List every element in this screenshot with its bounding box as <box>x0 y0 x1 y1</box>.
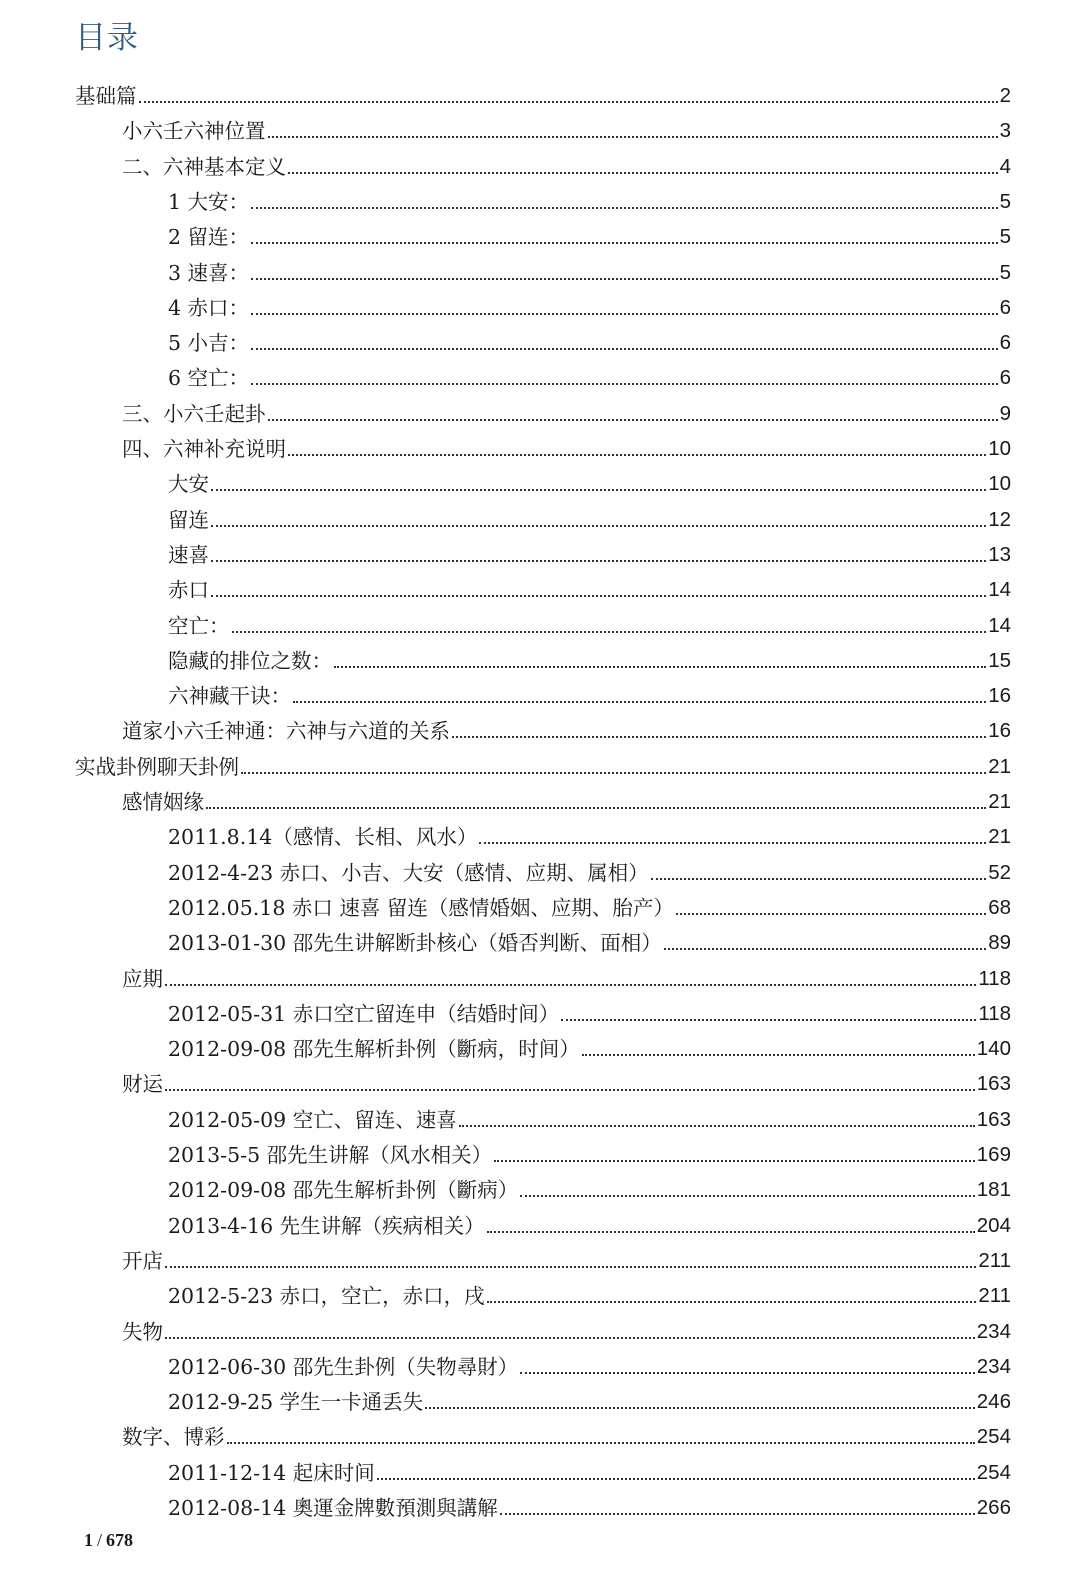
toc-dot-leader <box>500 1513 975 1515</box>
toc-entry-title: 2012-05-09 空亡、留连、速喜 <box>168 1107 457 1132</box>
toc-entry[interactable] <box>122 392 1011 427</box>
toc-dot-leader <box>520 1372 975 1374</box>
toc-entry-title: 大安 <box>168 472 209 497</box>
toc-dot-leader <box>664 948 986 950</box>
toc-entry[interactable] <box>168 533 1011 568</box>
toc-entry-page: 6 <box>999 331 1011 355</box>
toc-entry-page: 254 <box>976 1425 1011 1449</box>
toc-entry-title: 道家小六壬神通：六神与六道的关系 <box>122 719 450 744</box>
toc-dot-leader <box>494 1160 975 1162</box>
toc-entry-title: 2012.05.18 赤口 速喜 留连（感情婚姻、应期、胎产） <box>168 895 674 920</box>
toc-entry-title: 实战卦例聊天卦例 <box>75 754 239 779</box>
toc-entry-page: 21 <box>988 790 1011 813</box>
toc-entry-page: 14 <box>988 613 1011 637</box>
toc-entry[interactable] <box>168 886 1011 921</box>
toc-entry[interactable] <box>168 815 1011 850</box>
toc-entry[interactable] <box>168 604 1011 639</box>
toc-entry-title: 2012-08-14 奧運金牌數預測與講解 <box>168 1496 498 1520</box>
toc-entry-page: 234 <box>976 1319 1011 1343</box>
toc-entry[interactable] <box>122 427 1011 462</box>
toc-entry[interactable] <box>122 709 1011 744</box>
toc-entry[interactable] <box>168 1133 1011 1168</box>
toc-dot-leader <box>268 136 998 138</box>
toc-entry[interactable] <box>168 1027 1011 1062</box>
toc-entry[interactable] <box>168 1380 1011 1415</box>
toc-entry-page: 140 <box>976 1037 1011 1061</box>
toc-entry-title: 隐藏的排位之数： <box>168 648 332 673</box>
toc-entry-page: 246 <box>976 1390 1011 1414</box>
toc-entry[interactable] <box>168 251 1011 286</box>
toc-entry-title: 感情姻缘 <box>122 790 204 814</box>
toc-dot-leader <box>651 878 987 880</box>
toc-dot-leader <box>487 1301 977 1303</box>
toc-entry-page: 4 <box>999 154 1011 178</box>
toc-entry-title: 六神藏干诀： <box>168 684 291 709</box>
toc-dot-leader <box>425 1407 975 1409</box>
toc-dot-leader <box>251 313 998 315</box>
toc-dot-leader <box>251 383 998 385</box>
toc-dot-leader <box>211 525 986 527</box>
toc-entry-title: 2012-06-30 邵先生卦例（失物尋財） <box>168 1354 519 1379</box>
toc-dot-leader <box>377 1478 975 1480</box>
toc-dot-leader <box>139 101 998 103</box>
toc-entry-page: 266 <box>976 1496 1011 1519</box>
toc-entry-title: 2011-12-14 起床时间 <box>168 1460 375 1485</box>
toc-dot-leader <box>165 1266 976 1268</box>
toc-entry-title: 3 速喜： <box>168 260 250 285</box>
toc-entry-title: 1 大安： <box>168 189 250 214</box>
toc-entry-title: 2 留连： <box>168 225 250 250</box>
toc-dot-leader <box>676 913 986 915</box>
toc-dot-leader <box>520 1195 975 1197</box>
toc-entry[interactable] <box>168 498 1011 533</box>
toc-dot-leader <box>211 560 986 562</box>
toc-dot-leader <box>165 1089 975 1091</box>
toc-entry-page: 169 <box>976 1143 1011 1166</box>
toc-entry[interactable] <box>168 1486 1011 1521</box>
toc-entry-page: 15 <box>988 648 1011 672</box>
toc-entry-title: 2012-05-31 赤口空亡留连申（结婚时间） <box>168 1001 560 1026</box>
toc-entry-title: 失物 <box>122 1319 163 1344</box>
toc-dot-leader <box>334 666 986 668</box>
toc-entry-page: 5 <box>999 260 1011 284</box>
toc-entry-page: 3 <box>999 119 1011 143</box>
toc-entry[interactable] <box>168 356 1011 391</box>
toc-entry-page: 9 <box>999 401 1011 425</box>
toc-dot-leader <box>232 631 987 633</box>
toc-entry-page: 10 <box>988 472 1011 496</box>
toc-entry-title: 留连 <box>168 507 209 532</box>
toc-entry-page: 163 <box>976 1072 1011 1096</box>
toc-entry-page: 21 <box>988 825 1011 849</box>
toc-entry[interactable] <box>122 145 1011 180</box>
toc-entry[interactable] <box>168 215 1011 250</box>
toc-entry-page: 118 <box>978 1001 1011 1025</box>
toc-entry-page: 5 <box>999 189 1011 213</box>
toc-dot-leader <box>251 207 998 209</box>
toc-entry-title: 4 赤口： <box>168 295 250 320</box>
toc-entry[interactable] <box>168 462 1011 497</box>
toc-entry[interactable] <box>168 321 1011 356</box>
toc-entry-page: 16 <box>988 719 1011 743</box>
toc-entry[interactable] <box>168 674 1011 709</box>
toc-dot-leader <box>459 1125 975 1127</box>
toc-entry-title: 2012-09-08 邵先生解析卦例（斷病） <box>168 1178 519 1203</box>
toc-entry-title: 开店 <box>122 1248 163 1273</box>
toc-entry-title: 2012-9-25 学生一卡通丢失 <box>168 1390 424 1415</box>
toc-entry[interactable] <box>75 745 1011 780</box>
toc-entry-page: 52 <box>988 860 1011 884</box>
toc-entry[interactable] <box>168 1204 1011 1239</box>
toc-dot-leader <box>582 1054 975 1056</box>
toc-entry-page: 5 <box>999 225 1011 249</box>
toc-entry-title: 2012-4-23 赤口、小吉、大安（感情、应期、属相） <box>168 860 649 885</box>
toc-entry-page: 211 <box>978 1248 1011 1272</box>
toc-dot-leader <box>211 595 986 597</box>
toc-dot-leader <box>251 348 998 350</box>
toc-entry[interactable] <box>168 851 1011 886</box>
toc-entry-page: 13 <box>988 542 1011 566</box>
toc-entry-page: 16 <box>988 684 1011 708</box>
toc-entry-title: 应期 <box>122 966 163 991</box>
toc-entry-page: 10 <box>988 437 1011 460</box>
toc-entry-title: 基础篇 <box>75 84 137 108</box>
toc-entry-title: 2012-5-23 赤口，空亡，赤口，戌 <box>168 1284 485 1309</box>
toc-entry-page: 234 <box>976 1354 1011 1378</box>
toc-entry-title: 2012-09-08 邵先生解析卦例（斷病，时间） <box>168 1037 580 1062</box>
toc-dot-leader <box>268 419 998 421</box>
current-page: 1 <box>84 1530 93 1550</box>
toc-entry-page: 6 <box>999 295 1011 319</box>
toc-entry-title: 数字、博彩 <box>122 1425 225 1450</box>
toc-entry-title: 三、小六壬起卦 <box>122 401 266 426</box>
toc-entry[interactable] <box>122 780 1011 815</box>
toc-entry[interactable] <box>168 1098 1011 1133</box>
toc-entry-title: 2011.8.14（感情、长相、风水） <box>168 825 478 850</box>
toc-entry[interactable] <box>122 1310 1011 1345</box>
toc-entry-page: 89 <box>988 931 1011 955</box>
toc-dot-leader <box>165 984 976 986</box>
toc-dot-leader <box>452 736 986 738</box>
toc-entry-title: 四、六神补充说明 <box>122 437 286 461</box>
toc-entry[interactable] <box>122 109 1011 144</box>
toc-entry[interactable] <box>168 180 1011 215</box>
toc-dot-leader <box>251 242 998 244</box>
toc-dot-leader <box>293 701 986 703</box>
toc-entry[interactable] <box>122 1415 1011 1450</box>
toc-dot-leader <box>561 1019 976 1021</box>
toc-entry[interactable] <box>168 1451 1011 1486</box>
toc-entry[interactable] <box>168 921 1011 956</box>
toc-entry[interactable] <box>122 957 1011 992</box>
toc-entry-title: 2013-5-5 邵先生讲解（风水相关） <box>168 1143 493 1167</box>
toc-dot-leader <box>288 172 998 174</box>
toc-entry-page: 6 <box>999 366 1011 390</box>
toc-entry[interactable] <box>168 568 1011 603</box>
toc-dot-leader <box>487 1231 975 1233</box>
toc-entry-page: 254 <box>976 1460 1011 1484</box>
toc-dot-leader <box>479 842 986 844</box>
toc-dot-leader <box>206 807 986 809</box>
toc-entry-title: 赤口 <box>168 578 209 603</box>
page-separator: / <box>97 1530 103 1550</box>
toc-entry[interactable] <box>168 1345 1011 1380</box>
toc-entry-page: 204 <box>976 1213 1011 1237</box>
total-pages: 678 <box>106 1530 134 1550</box>
toc-entry-title: 二、六神基本定义 <box>122 154 286 179</box>
toc-entry[interactable] <box>168 286 1011 321</box>
toc-entry-page: 118 <box>978 966 1011 990</box>
toc-entry[interactable] <box>168 992 1011 1027</box>
toc-entry[interactable] <box>168 1168 1011 1203</box>
toc-entry-title: 速喜 <box>168 542 209 567</box>
toc-entry-title: 2013-01-30 邵先生讲解断卦核心（婚否判断、面相） <box>168 931 662 956</box>
toc-dot-leader <box>241 772 986 774</box>
toc-entry-title: 5 小吉： <box>168 331 250 356</box>
toc-entry-title: 6 空亡： <box>168 366 250 391</box>
toc-entry-title: 2013-4-16 先生讲解（疾病相关） <box>168 1213 485 1238</box>
toc-dot-leader <box>211 489 986 491</box>
toc-entry[interactable] <box>168 639 1011 674</box>
toc-entry-page: 163 <box>976 1107 1011 1131</box>
page-number-footer <box>84 1530 133 1551</box>
page-title: 目录 <box>75 20 139 56</box>
toc-entry[interactable] <box>122 1239 1011 1274</box>
toc-dot-leader <box>288 454 986 456</box>
toc-dot-leader <box>251 278 998 280</box>
toc-entry[interactable] <box>168 1274 1011 1309</box>
toc-entry-page: 14 <box>988 578 1011 602</box>
toc-entry-page: 211 <box>978 1284 1011 1308</box>
toc-dot-leader <box>165 1337 975 1339</box>
toc-entry[interactable] <box>75 74 1011 109</box>
toc-entry-page: 181 <box>976 1178 1011 1202</box>
toc-entry-title: 小六壬六神位置 <box>122 119 266 144</box>
toc-entry-page: 68 <box>988 895 1011 919</box>
toc-dot-leader <box>227 1442 975 1444</box>
toc-entry-page: 12 <box>988 507 1011 531</box>
toc-entry-title: 财运 <box>122 1072 163 1097</box>
toc-entry-page: 2 <box>999 84 1011 107</box>
toc-entry-page: 21 <box>988 754 1011 778</box>
toc-entry-title: 空亡： <box>168 613 230 638</box>
toc-entry[interactable] <box>122 1062 1011 1097</box>
